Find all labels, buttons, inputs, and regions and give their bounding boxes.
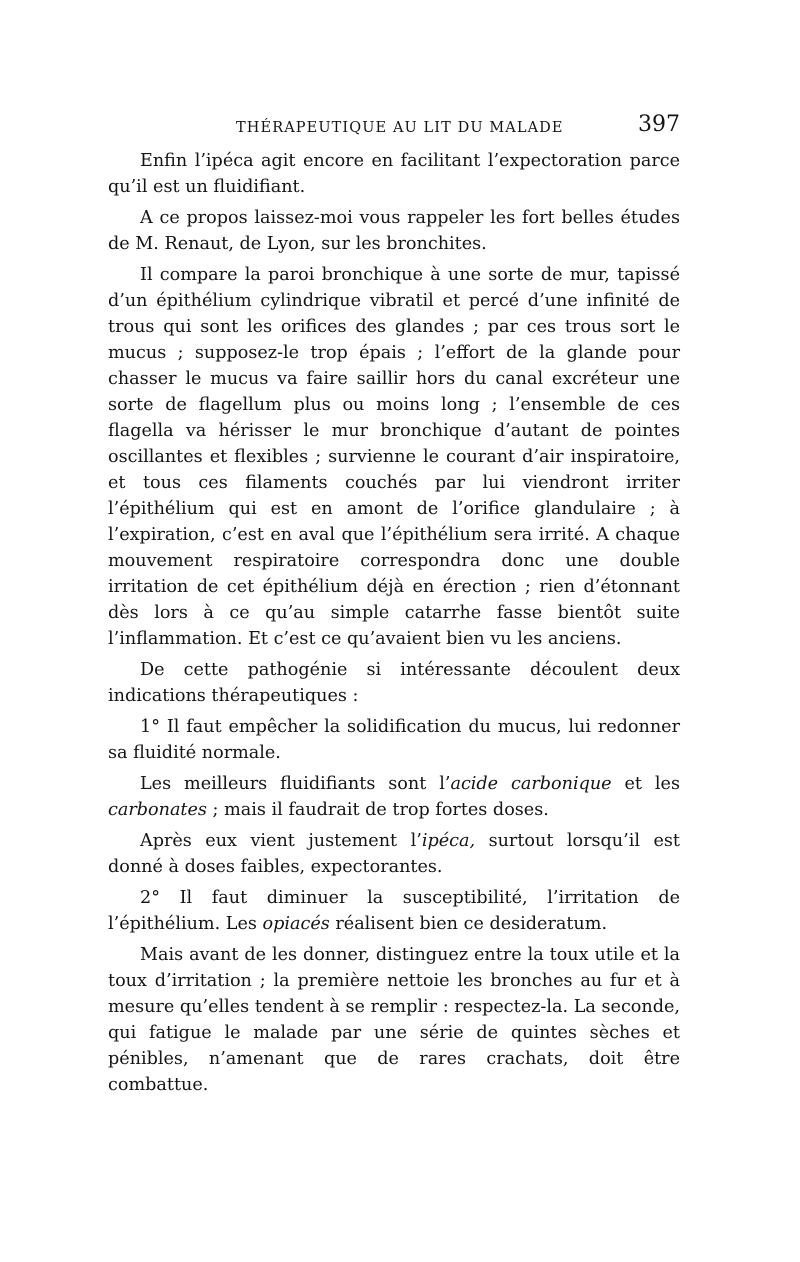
page-number: 397 <box>638 112 680 137</box>
italic-term: carbonates <box>108 800 207 820</box>
text-run: 2° Il faut diminuer la susceptibilité, l’irritation de l’épithélium. Les <box>108 888 680 934</box>
paragraph: A ce propos laissez-moi vous rappeler les fort belles études de M. Renaut, de Lyon, sur les bronchites. <box>108 208 680 254</box>
text-run: Après eux vient justement l’ <box>140 831 422 851</box>
paragraph: Mais avant de les donner, distinguez entre la toux utile et la toux d’irritation ; la première nettoie les bronches au fur et à mesure qu’elles tendent à se remplir : respectez-la. La seconde, qui fatigue le malade par une série de quintes sèches et pénibles, n’amenant que de rares crachats, doit être combattue. <box>108 945 680 1095</box>
paragraph <box>108 885 680 937</box>
text-run: ; mais il faudrait de trop fortes doses. <box>206 800 549 820</box>
paragraph <box>108 828 680 880</box>
body-text <box>108 148 680 1098</box>
paragraph: Enfin l’ipéca agit encore en facilitant l’expectoration parce qu’il est un fluidifiant. <box>108 151 680 197</box>
running-title: THÉRAPEUTIQUE AU LIT DU MALADE <box>236 120 564 136</box>
text-run: Les meilleurs fluidifiants sont l’ <box>140 774 451 794</box>
paragraph: Il compare la paroi bronchique à une sorte de mur, tapissé d’un épithélium cylindrique vibratil et percé d’une infinité de trous qui sont les orifices des glandes ; par ces trous sort le mucus ; supposez-le trop épais ; l’effort de la glande pour chasser le mucus va faire saillir hors du canal excréteur une sorte de flagellum plus ou moins long ; l’ensemble de ces flagella va hérisser le mur bronchique d’autant de pointes oscillantes et flexibles ; survienne le courant d’air inspiratoire, et tous ces filaments couchés par lui viendront irriter l’épithélium qui est en amont de l’orifice glandulaire ; à l’expiration, c’est en aval que l’épithélium sera irrité. A chaque mouvement respiratoire correspondra donc une double irritation de cet épithélium déjà en érection ; rien d’étonnant dès lors à ce qu’au simple catarrhe fasse bientôt suite l’inflammation. Et c’est ce qu’avaient bien vu les anciens. <box>108 265 680 649</box>
paragraph: 1° Il faut empêcher la solidification du mucus, lui redonner sa fluidité normale. <box>108 717 680 763</box>
italic-term: acide carbonique <box>450 774 612 794</box>
italic-term: opiacés <box>262 914 330 934</box>
text-run: réalisent bien ce desideratum. <box>329 914 608 934</box>
italic-term: ipéca, <box>421 831 476 851</box>
text-run: et les <box>611 774 680 794</box>
text-run: surtout lorsqu’il est donné à doses faibles, expectorantes. <box>108 831 680 877</box>
paragraph <box>108 771 680 823</box>
page-header <box>108 112 680 142</box>
paragraph: De cette pathogénie si intéressante découlent deux indications thérapeutiques : <box>108 660 680 706</box>
